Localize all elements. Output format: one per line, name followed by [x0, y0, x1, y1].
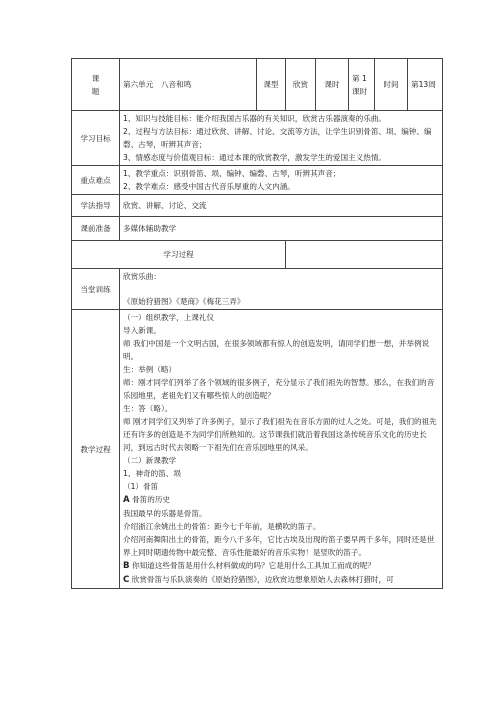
- practice-row: [72, 269, 443, 310]
- topic-label: 课 题: [72, 59, 120, 111]
- process-line: （二）新课教学: [123, 456, 177, 465]
- process-line: 生：举例（略）: [123, 365, 177, 374]
- period-label: 课时: [316, 59, 349, 111]
- process-content: [120, 310, 443, 589]
- process-line: 师 我们中国是一个文明古国，在很多领域都有惊人的创造发明，请同学们想一想，并举例说明。: [123, 339, 430, 361]
- item-b-mark: B: [123, 561, 130, 571]
- prep-label: 课前准备: [72, 217, 120, 241]
- process-line: 1、神奇的笛、埙: [123, 469, 181, 478]
- item-b: [123, 559, 439, 573]
- time-value: 第13周: [408, 59, 443, 111]
- process-line: 师 刚才同学们又列举了许多例子，显示了我们祖先在音乐方面的过人之处。可是，我们的祖先还有许多的创造是不为同学们所熟知的。这节课我们就沿着我国这条传统音乐文化的历史长河，到远古时代去领略一下祖先们在音乐园地里的风采。: [123, 417, 437, 452]
- process-line: 生：答（略）。: [123, 404, 173, 413]
- process-line: 我国最早的乐器是骨笛。: [123, 509, 207, 518]
- key-point-line: 2、教学难点：感受中国古代音乐厚重的人文内涵。: [123, 182, 295, 191]
- process-line: 介绍浙江余姚出土的骨笛：距今七千年前，是横吹的笛子。: [123, 522, 321, 531]
- item-c-text: 欣赏骨笛与乐队演奏的《原始狩猎图》，边欣赏边想象原始人去森林打猎时，可: [131, 575, 394, 584]
- item-c-mark: C: [123, 575, 130, 585]
- practice-spacer: [123, 283, 439, 295]
- practice-line: 欣赏乐曲：: [123, 272, 161, 281]
- process-line: 导入新课。: [123, 326, 161, 335]
- header-row: [72, 59, 443, 111]
- process-line: 介绍河南舞阳出土的骨笛，距今八千多年，它比古埃及出现的笛子要早两千多年，同时还是世界上同时期遗传物中最完整、音乐性能最好的音乐实物！是竖吹的笛子。: [123, 535, 435, 557]
- process-line: （1）骨笛: [123, 482, 159, 491]
- process-heading: 学习过程: [72, 241, 286, 269]
- goals-row: [72, 111, 443, 166]
- topic-value: 第六单元 八音和鸣: [120, 59, 257, 111]
- method-value: 欣赏、讲解、讨论、交流: [120, 195, 443, 217]
- process-label: 教学过程: [72, 310, 120, 589]
- goal-line: 3、情感态度与价值观目标：通过本课的欣赏教学，激发学生的爱国主义热情。: [123, 153, 387, 162]
- key-point-line: 1、教学重点：识别骨笛、埙、编钟、编磬、古琴，听辨其声音；: [123, 169, 341, 178]
- type-label: 课型: [257, 59, 286, 111]
- practice-label: 当堂训练: [72, 269, 120, 310]
- item-c: [123, 573, 439, 587]
- process-row: [72, 310, 443, 589]
- process-line: （一）组织教学，上课礼仪: [123, 313, 215, 322]
- goal-line: 1、知识与技能目标：能介绍我国古乐器的有关知识，欣赏古乐器演奏的乐曲。: [123, 114, 387, 123]
- method-row: [72, 195, 443, 217]
- key-points-content: [120, 166, 443, 195]
- goals-label: 学习目标: [72, 111, 120, 166]
- method-label: 学法指导: [72, 195, 120, 217]
- item-a-mark: A: [123, 495, 130, 505]
- item-b-text: 你知道这些骨笛是用什么材料做成的吗？它是用什么工具加工而成的呢？: [131, 561, 375, 570]
- time-label: 时间: [375, 59, 408, 111]
- practice-content: [120, 269, 443, 310]
- process-line: 师：刚才同学们列举了各个领域的很多例子，充分显示了我们祖先的智慧。那么，在我们的音乐园地里，老祖先们又有哪些惊人的创造呢？: [123, 378, 435, 400]
- type-value: 欣赏: [286, 59, 316, 111]
- lesson-plan-table: [71, 58, 443, 589]
- period-value: 第 1 课时: [349, 59, 375, 111]
- process-heading-blank: [286, 241, 443, 269]
- process-heading-row: [72, 241, 443, 269]
- prep-row: [72, 217, 443, 241]
- item-a: [123, 493, 439, 507]
- key-points-row: [72, 166, 443, 195]
- item-a-text: 骨笛的历史: [132, 495, 171, 504]
- practice-line: 《原始狩猎图》《楚商》《梅花三弄》: [123, 297, 245, 306]
- prep-value: 多媒体辅助教学: [120, 217, 443, 241]
- key-points-label: 重点难点: [72, 166, 120, 195]
- goals-content: [120, 111, 443, 166]
- goal-line: 2、过程与方法目标：通过欣赏、讲解、讨论、交流等方法，让学生识别骨笛、埙、编钟、编磬、古琴，听辨其声音；: [123, 127, 432, 149]
